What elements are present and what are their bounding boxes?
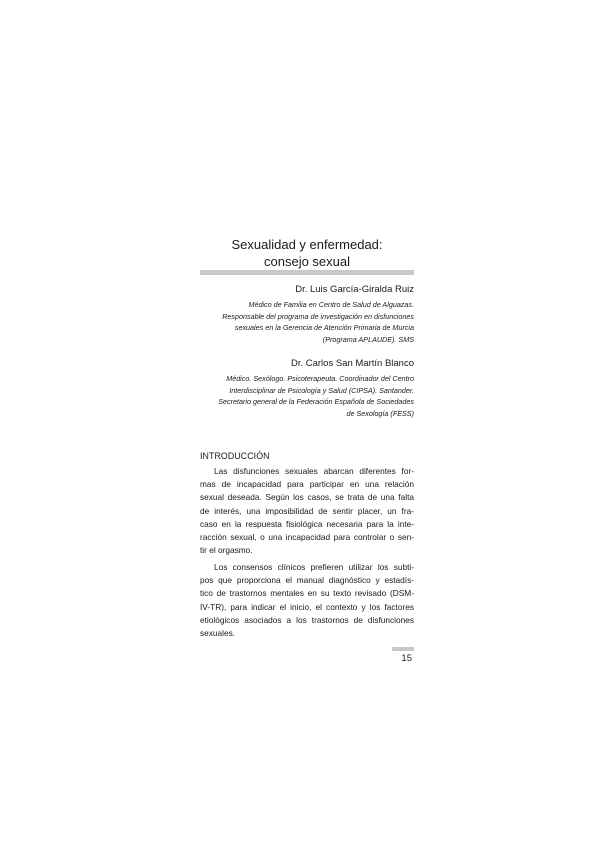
- affiliation-line: (Programa APLAUDE). SMS: [322, 334, 414, 344]
- author-name: Dr. Luis García-Giralda Ruiz: [295, 284, 414, 295]
- paragraph-line: racción sexual, o una incapacidad para controlar o sen-: [200, 532, 414, 543]
- affiliation-line: de Sexología (FESS): [346, 408, 414, 418]
- paragraph-line: de interés, una imposibilidad de sentir placer, un fra-: [200, 505, 414, 516]
- paragraph-1: [200, 465, 414, 557]
- affiliation-line: Interdisciplinar de Psicología y Salud (CIPSA). Santander.: [229, 385, 414, 395]
- paragraph-line: IV-TR), para indicar el inicio, el contexto y los factores: [200, 601, 414, 612]
- page-number: 15: [401, 653, 412, 664]
- author-name: Dr. Carlos San Martín Blanco: [290, 358, 414, 369]
- paragraph-line: mas de incapacidad para participar en una relación: [200, 479, 414, 490]
- paragraph-line: tico de trastornos mentales en su texto revisado (DSM-: [200, 588, 414, 599]
- author-affiliation: [200, 299, 414, 345]
- affiliation-line: Médico de Familia en Centro de Salud de Alguazas.: [248, 300, 414, 309]
- page-number-rule: [392, 647, 414, 651]
- paragraph-line: etiológicos asociados a los trastornos de disfunciones: [200, 614, 414, 625]
- article-title-line-2: consejo sexual: [264, 254, 350, 269]
- article-title-line-1: Sexualidad y enfermedad:: [231, 237, 383, 252]
- affiliation-line: sexuales en la Gerencia de Atención Primaria de Murcia: [234, 323, 414, 333]
- paragraph-2: [200, 561, 414, 640]
- paragraph-line: tir el orgasmo.: [200, 545, 253, 556]
- affiliation-line: Secretario general de la Federación Española de Sociedades: [218, 397, 414, 407]
- paragraph-line: pos que proporciona el manual diagnóstico y estadís-: [200, 575, 414, 586]
- section-heading: INTRODUCCIÓN: [200, 451, 270, 461]
- title-divider: [200, 270, 414, 275]
- paragraph-line: sexual deseada. Según los casos, se trata de una falta: [200, 492, 414, 503]
- author-affiliation: [200, 373, 414, 419]
- affiliation-line: Médico. Sexólogo. Psicoterapeuta. Coordinador del Centro: [226, 374, 414, 383]
- paragraph-line: caso en la respuesta fisiológica necesaria para la inte-: [200, 518, 414, 529]
- paragraph-line: Los consensos clínicos prefieren utilizar los subti-: [214, 562, 414, 572]
- affiliation-line: Responsable del programa de investigación en disfunciones: [222, 311, 414, 321]
- paragraph-line: sexuales.: [200, 628, 236, 639]
- article-title: [200, 236, 414, 270]
- paragraph-line: Las disfunciones sexuales abarcan diferentes for-: [214, 466, 414, 476]
